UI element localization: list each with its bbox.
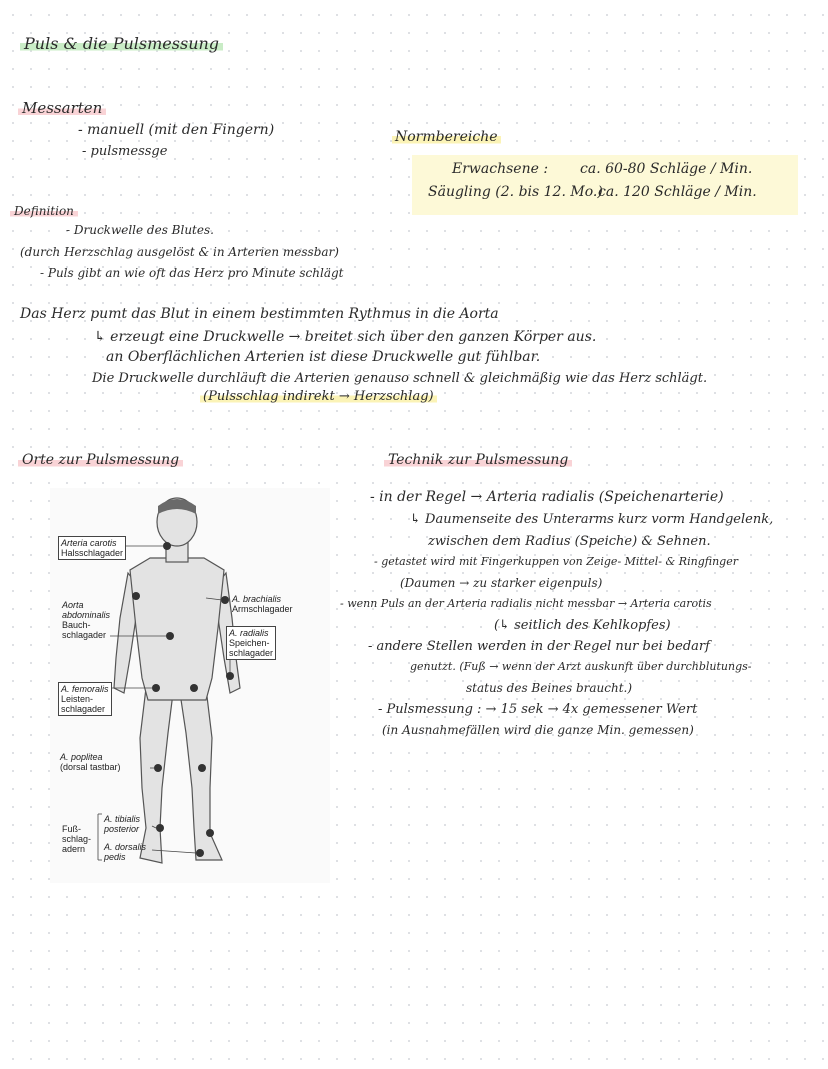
herz-line: Die Druckwelle durchläuft die Arterien genauso schnell & gleichmäßig wie das Herz schlägt. — [92, 371, 708, 386]
definition-line: - Puls gibt an wie oft das Herz pro Minute schlägt — [40, 266, 344, 280]
technik-line: genutzt. (Fuß → wenn der Arzt auskunft über durchblutungs- — [410, 660, 752, 673]
definition-line: (durch Herzschlag ausgelöst & in Arterien messbar) — [20, 245, 339, 259]
label-tibialis: A. tibialis posterior — [104, 814, 141, 834]
technik-heading: Technik zur Pulsmessung — [384, 453, 572, 467]
orte-heading: Orte zur Pulsmessung — [18, 453, 183, 467]
norm-value-adult: ca. 60-80 Schläge / Min. — [580, 161, 753, 177]
technik-line: (in Ausnahmefällen wird die ganze Min. gemessen) — [382, 723, 694, 737]
technik-line: (↳ seitlich des Kehlkopfes) — [494, 618, 671, 633]
label-fuss: Fuß- schlag- adern — [62, 824, 92, 854]
label-femoralis: A. femoralis Leisten- schlagader — [58, 682, 112, 716]
technik-line: ↳ Daumenseite des Unterarms kurz vorm Handgelenk, — [410, 512, 774, 527]
label-dorsalis: A. dorsalis pedis — [104, 842, 147, 862]
messarten-item: - pulsmessge — [82, 144, 168, 159]
messarten-heading: Messarten — [18, 101, 106, 116]
herz-line: ↳ erzeugt eine Druckwelle → breitet sich über den ganzen Körper aus. — [94, 329, 597, 345]
label-brachialis: A. brachialis Armschlagader — [232, 594, 293, 614]
definition-line: - Druckwelle des Blutes. — [66, 223, 214, 237]
technik-line: zwischen dem Radius (Speiche) & Sehnen. — [428, 534, 711, 549]
messarten-item: - manuell (mit den Fingern) — [78, 122, 275, 138]
technik-line: - Pulsmessung : → 15 sek → 4x gemessener Wert — [378, 702, 698, 717]
herz-line: an Oberflächlichen Arterien ist diese Druckwelle gut fühlbar. — [106, 349, 541, 365]
technik-line: - getastet wird mit Fingerkuppen von Zeige- Mittel- & Ringfinger — [374, 555, 738, 568]
technik-line: - in der Regel → Arteria radialis (Speichenarterie) — [370, 489, 724, 505]
label-aorta: Aorta abdominalis Bauch- schlagader — [62, 600, 111, 640]
herz-line: Das Herz pumt das Blut in einem bestimmten Rythmus in die Aorta — [20, 306, 499, 322]
label-carotis: Arteria carotis Halsschlagader — [58, 536, 126, 560]
herz-note: (Pulsschlag indirekt → Herzschlag) — [200, 390, 437, 403]
label-poplitea: A. poplitea (dorsal tastbar) — [60, 752, 121, 772]
technik-line: - wenn Puls an der Arteria radialis nicht messbar → Arteria carotis — [340, 597, 712, 610]
label-radialis: A. radialis Speichen- schlagader — [226, 626, 276, 660]
page-title: Puls & die Pulsmessung — [20, 36, 223, 52]
norm-label-infant: Säugling (2. bis 12. Mo.) — [428, 184, 603, 200]
norm-value-infant: ca. 120 Schläge / Min. — [598, 184, 757, 200]
definition-heading: Definition — [10, 205, 78, 217]
technik-line: status des Beines braucht.) — [466, 681, 633, 695]
normbereiche-heading: Normbereiche — [392, 130, 501, 144]
norm-label-adult: Erwachsene : — [452, 161, 549, 177]
technik-line: - andere Stellen werden in der Regel nur bei bedarf — [368, 639, 710, 654]
body-figure — [50, 488, 330, 883]
technik-line: (Daumen → zu starker eigenpuls) — [400, 576, 603, 590]
